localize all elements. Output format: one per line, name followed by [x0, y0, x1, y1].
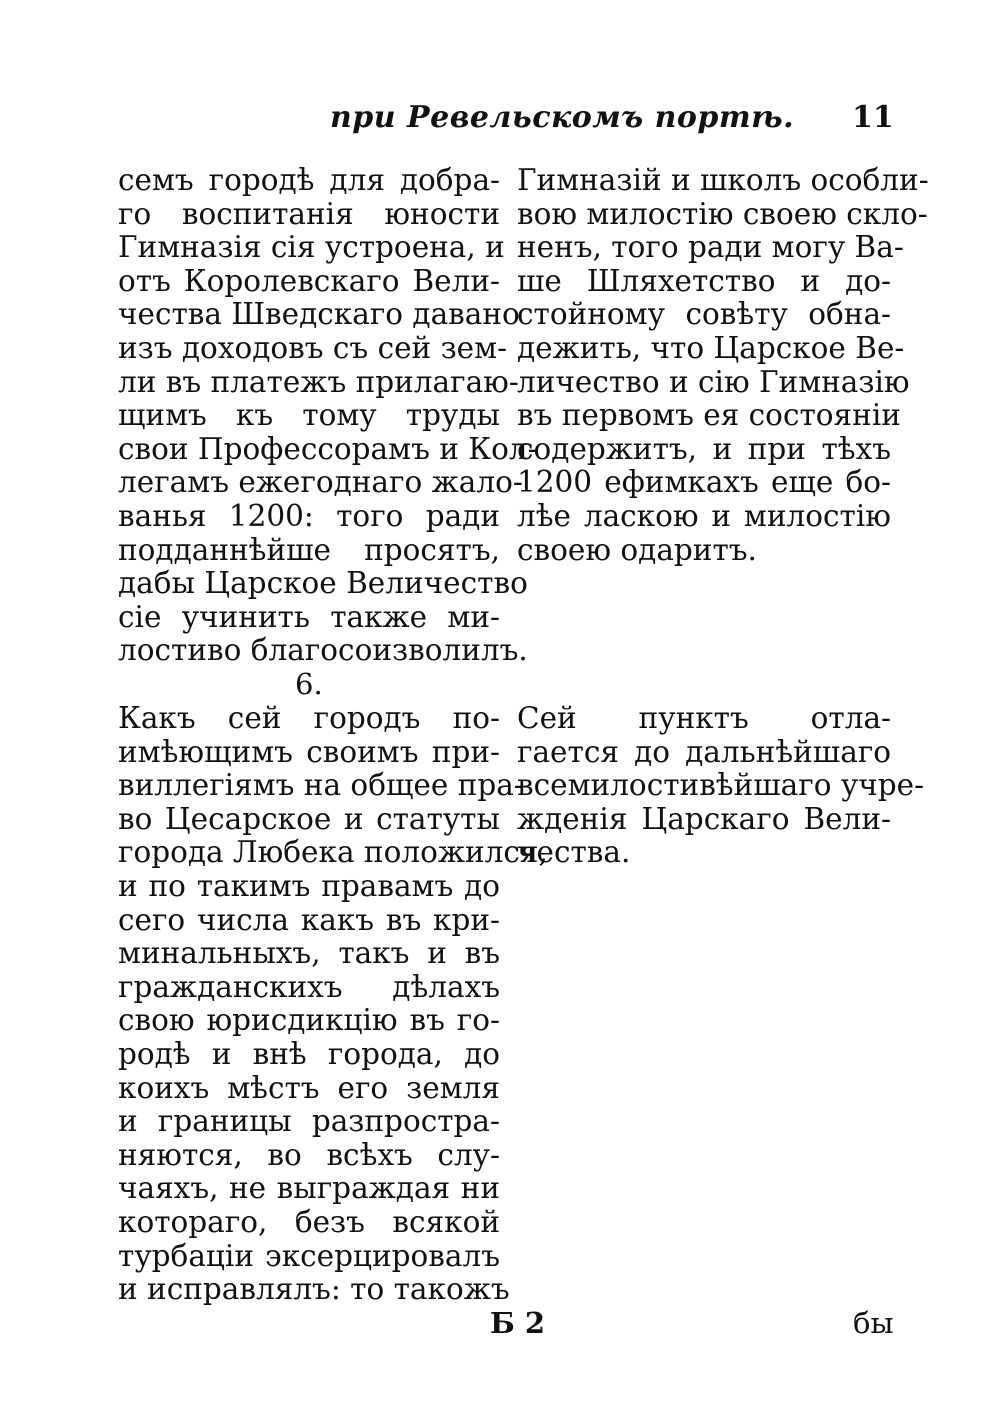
text-line: минальныхъ, такъ и въ: [118, 936, 500, 971]
text-line: вою милостію своею скло-: [517, 196, 928, 231]
text-line: сего числа какъ въ кри-: [118, 902, 500, 937]
text-line: ненъ, того ради могу Ва-: [517, 230, 904, 265]
text-line: свою юрисдикцію въ го-: [118, 1003, 500, 1038]
text-line: чаяхъ, не выграждая ни: [118, 1171, 500, 1206]
text-line: го воспитанія юности: [118, 196, 500, 231]
text-line: ванья 1200: того ради: [118, 498, 500, 533]
text-line: Гимназій и школъ особли-: [517, 163, 929, 197]
text-line: личество и сію Гимназію: [517, 364, 910, 399]
text-line: 1200 ефимкахъ еще бо-: [517, 465, 891, 500]
text-line: отъ Королевскаго Вели-: [118, 263, 500, 298]
text-line: дежить, что Царское Ве-: [517, 330, 905, 365]
text-line: легамъ ежегоднаго жало-: [118, 465, 523, 500]
text-line: щимъ къ тому труды: [118, 398, 500, 433]
text-line: стойному совѣту обна-: [517, 297, 891, 332]
text-line: виллегіямъ на общее пра-: [118, 768, 524, 803]
left-column-paragraph-1: [118, 163, 538, 668]
text-line: и исправлялъ: то такожъ: [118, 1272, 510, 1307]
catchword: бы: [853, 1306, 894, 1340]
signature-mark: Б 2: [490, 1306, 546, 1340]
text-line: во Цесарское и статуты: [118, 801, 500, 836]
text-line: Какъ сей городъ по-: [118, 701, 500, 735]
text-line: Гимназія сія устроена, и: [118, 230, 505, 265]
text-line: чества Шведскаго давано: [118, 297, 520, 332]
text-line: подданнѣйше просятъ,: [118, 532, 500, 567]
text-line: своею одаритъ.: [517, 532, 757, 567]
text-line: содержитъ, и при тѣхъ: [517, 431, 891, 466]
text-line: и по такимъ правамъ до: [118, 868, 500, 903]
text-line: родѣ и внѣ города, до: [118, 1036, 500, 1071]
text-line: гается до дальнѣйшаго: [517, 734, 891, 769]
running-title: при Ревельскомъ портѣ.: [330, 100, 795, 135]
text-line: ше Шляхетство и до-: [517, 263, 891, 298]
left-column-paragraph-2: [118, 701, 548, 1307]
text-line: ли въ платежъ прилагаю-: [118, 364, 519, 399]
text-line: коихъ мѣстъ его земля: [118, 1070, 500, 1105]
text-line: жденія Царскаго Вели-: [517, 801, 891, 836]
text-line: всемилостивѣйшаго учре-: [517, 768, 925, 803]
text-line: котораго, безъ всякой: [118, 1204, 500, 1239]
text-line: свои Профессорамъ и Кол-: [118, 431, 538, 466]
text-line: семъ городѣ для добра-: [118, 163, 500, 197]
text-line: няются, во всѣхъ слу-: [118, 1137, 500, 1172]
text-line: чества.: [517, 835, 631, 870]
text-line: Сей пунктъ отла-: [517, 701, 891, 735]
text-line: изъ доходовъ съ сей зем-: [118, 330, 508, 365]
text-line: сіе учинить также ми-: [118, 599, 500, 634]
text-line: турбаціи эксерцировалъ: [118, 1238, 500, 1273]
text-line: лѣе ласкою и милостію: [517, 498, 891, 533]
text-line: гражданскихъ дѣлахъ: [118, 969, 500, 1004]
text-line: и границы разпростра-: [118, 1104, 500, 1139]
section-number: 6.: [295, 667, 323, 701]
text-line: въ первомъ ея состояніи: [517, 398, 901, 433]
text-line: дабы Царское Величество: [118, 566, 528, 601]
page-number: 11: [852, 100, 894, 135]
text-line: лостиво благосоизволилъ.: [118, 633, 528, 668]
right-column-paragraph-1: [517, 163, 929, 567]
text-line: города Любека положился,: [118, 835, 548, 870]
right-column-paragraph-2: [517, 701, 925, 870]
text-line: имѣющимъ своимъ при-: [118, 734, 500, 769]
